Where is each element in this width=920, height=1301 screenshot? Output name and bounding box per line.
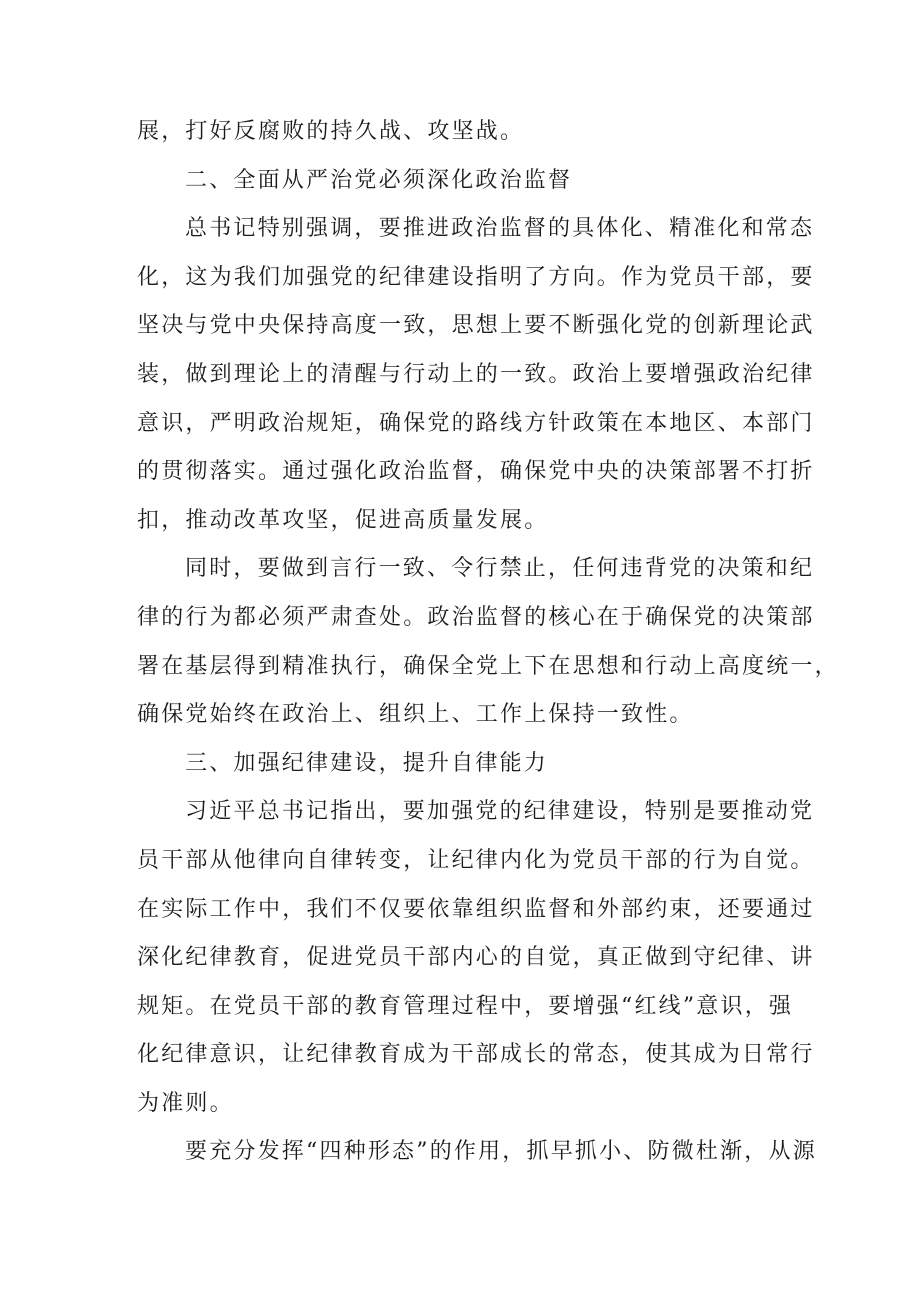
section-heading: 三、加强纪律建设，提升自律能力 xyxy=(185,750,549,776)
text-line: 展，打好反腐败的持久战、攻坚战。 xyxy=(137,119,525,144)
text-line: 的贯彻落实。通过强化政治监督，确保党中央的决策部署不打折 xyxy=(137,459,815,485)
text-line: 确保党始终在政治上、组织上、工作上保持一致性。 xyxy=(137,702,694,728)
text-line: 在实际工作中，我们不仅要依靠组织监督和外部约束，还要通过 xyxy=(137,896,815,922)
text-line: 员干部从他律向自律转变，让纪律内化为党员干部的行为自觉。 xyxy=(137,847,815,873)
text-line: 坚决与党中央保持高度一致，思想上要不断强化党的创新理论武 xyxy=(137,313,815,339)
text-line: 要充分发挥“四种形态”的作用，抓早抓小、防微杜渐，从源 xyxy=(185,1139,817,1165)
text-line: 装，做到理论上的清醒与行动上的一致。政治上要增强政治纪律 xyxy=(137,361,815,387)
section-heading: 二、全面从严治党必须深化政治监督 xyxy=(185,167,573,193)
text-line: 律的行为都必须严肃查处。政治监督的核心在于确保党的决策部 xyxy=(137,604,815,630)
text-line: 意识，严明政治规矩，确保党的路线方针政策在本地区、本部门 xyxy=(137,410,815,436)
text-line: 化，这为我们加强党的纪律建设指明了方向。作为党员干部，要 xyxy=(137,264,815,290)
text-line: 总书记特别强调，要推进政治监督的具体化、精准化和常态 xyxy=(185,216,815,242)
text-line: 扣，推动改革攻坚，促进高质量发展。 xyxy=(137,507,549,533)
text-line: 规矩。在党员干部的教育管理过程中，要增强“红线”意识，强 xyxy=(137,993,794,1019)
text-line: 署在基层得到精准执行，确保全党上下在思想和行动上高度统一， xyxy=(137,653,839,679)
text-line: 习近平总书记指出，要加强党的纪律建设，特别是要推动党 xyxy=(185,799,815,825)
text-line: 化纪律意识，让纪律教育成为干部成长的常态，使其成为日常行 xyxy=(137,1042,815,1068)
text-line: 为准则。 xyxy=(137,1090,234,1116)
text-line: 同时，要做到言行一致、令行禁止，任何违背党的决策和纪 xyxy=(185,556,815,582)
text-line: 深化纪律教育，促进党员干部内心的自觉，真正做到守纪律、讲 xyxy=(137,945,815,971)
document-body xyxy=(137,108,839,1177)
